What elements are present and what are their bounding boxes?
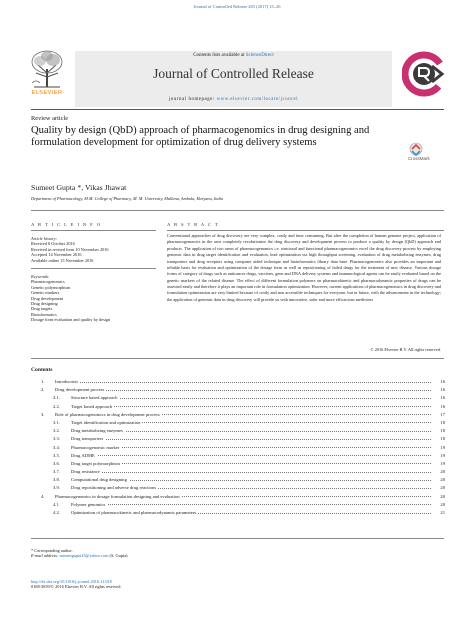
toc-leader-dots <box>71 504 431 505</box>
keyword-item: Bioinformatics <box>31 311 57 317</box>
toc-entry-label: Drug resistance <box>71 468 102 476</box>
toc-entry[interactable] <box>35 452 445 460</box>
toc-entry-label: Target identification and optimization <box>71 419 142 427</box>
toc-entry[interactable] <box>35 468 445 476</box>
toc-entry-label: Drug ADME <box>71 452 97 460</box>
toc-entry-page: 16 <box>440 379 445 384</box>
toc-entry-number: 2.2. <box>53 403 60 409</box>
footnote <box>31 548 281 559</box>
toc-leader-dots <box>71 398 431 399</box>
toc-entry-number: 3.6. <box>53 460 60 466</box>
toc-entry-page: 18 <box>440 419 445 425</box>
toc-entry[interactable] <box>35 444 445 452</box>
history-line: Accepted 14 November 2016 <box>31 252 82 258</box>
toc-leader-dots <box>71 472 431 473</box>
toc-leader-dots <box>55 382 431 383</box>
toc-entry-number: 3.9. <box>53 485 60 491</box>
keyword-item: Genetic polymorphism <box>31 284 71 290</box>
history-line: Article history: <box>31 236 58 241</box>
abstract-rule <box>167 230 444 231</box>
toc-entry-label: Pharmacogenomic marker <box>71 444 121 452</box>
toc-entry-label: Optimization of pharmacokinetic and pharmacodynamic parameters <box>71 509 198 517</box>
keyword-item: Pharmacogenomics <box>31 279 65 285</box>
toc-leader-dots <box>71 463 431 464</box>
toc-entry[interactable] <box>35 460 445 468</box>
toc-entry[interactable] <box>35 419 445 427</box>
keywords-label: Keywords: <box>31 274 50 279</box>
toc-entry-page: 20 <box>440 501 445 507</box>
toc-entry-page: 20 <box>440 485 445 491</box>
toc-entry[interactable] <box>35 394 445 402</box>
toc-entry-number: 4.1. <box>53 501 60 507</box>
toc-entry-number: 3.4. <box>53 444 60 450</box>
abstract-bottom-rule <box>31 358 444 359</box>
contents-prefix: Contents lists available at <box>193 53 246 58</box>
email-link[interactable]: sumeetgupta25@yahoo.com <box>59 553 109 559</box>
toc-entry-page: 19 <box>440 460 445 466</box>
sciencedirect-link[interactable]: ScienceDirect <box>245 53 274 58</box>
toc-entry-number: 4. <box>41 493 45 499</box>
toc-entry[interactable] <box>35 386 445 394</box>
toc-entry-page: 19 <box>440 444 445 450</box>
toc-entry-label: Polymer genomics <box>71 501 107 509</box>
abstract-copyright: © 2016 Elsevier B.V. All rights reserved. <box>370 347 441 352</box>
keywords-rule <box>31 268 156 269</box>
toc-entry-number: 3.3. <box>53 436 60 442</box>
toc-entry-number: 2. <box>41 387 45 393</box>
toc-leader-dots <box>71 439 431 440</box>
toc-entry-page: 17 <box>440 411 445 417</box>
journal-title: Journal of Controlled Release <box>153 66 314 81</box>
toc-entry-label: Introduction <box>55 378 80 386</box>
toc-entry-label: Drug repositioning and adverse drug reactions <box>71 484 158 492</box>
issn-line: 0168-3659/© 2016 Elsevier B.V. All rights reserved. <box>31 584 122 590</box>
toc-entry[interactable] <box>35 378 445 386</box>
toc-entry-page: 20 <box>440 469 445 475</box>
toc-entry[interactable] <box>35 476 445 484</box>
elsevier-tree-logo <box>28 47 66 89</box>
crossmark-badge[interactable] <box>408 141 440 163</box>
corresponding-author-note: * Corresponding author. <box>31 548 73 553</box>
article-history <box>31 236 156 263</box>
toc-entry-number: 3. <box>41 411 45 417</box>
toc-entry-number: 3.8. <box>53 477 60 483</box>
toc-entry-label: Target based approach <box>71 403 114 411</box>
toc-entry[interactable] <box>35 509 445 517</box>
history-line: Received 6 October 2016 <box>31 241 75 247</box>
authors: Sumeet Gupta *, Vikas Jhawat <box>31 183 127 192</box>
toc-entry-number: 3.2. <box>53 428 60 434</box>
toc-entry-number: 3.1. <box>53 419 60 425</box>
toc-entry-number: 3.7. <box>53 469 60 475</box>
toc-entry-label: Structure based approach <box>71 394 119 402</box>
article-type: Review article <box>31 115 69 122</box>
table-of-contents <box>35 378 445 517</box>
elsevier-logo-text: ELSEVIER <box>31 90 63 96</box>
toc-entry-label: Drug metabolizing enzymes <box>71 427 125 435</box>
jcr-journal-logo <box>402 46 446 106</box>
affiliation-divider <box>31 210 444 211</box>
keywords-list <box>31 274 156 323</box>
toc-entry-page: 16 <box>440 395 445 401</box>
toc-entry[interactable] <box>35 411 445 419</box>
toc-entry[interactable] <box>35 501 445 509</box>
journal-homepage-line <box>75 97 392 102</box>
toc-leader-dots <box>71 447 431 448</box>
homepage-link[interactable]: www.elsevier.com/locate/jconrel <box>216 97 299 102</box>
email-suffix: (S. Gupta). <box>108 553 129 559</box>
toc-entry-number: 2.1. <box>53 395 60 401</box>
email-line <box>31 553 281 558</box>
toc-entry-label: Drug target polymorphism <box>71 460 122 468</box>
toc-entry-number: 3.5. <box>53 452 60 458</box>
toc-leader-dots <box>55 390 431 391</box>
article-title: Quality by design (QbD) approach of pharmacogenomics in drug designing and formulation development for optimization of drug delivery systems <box>31 125 370 148</box>
doi-link[interactable]: http://dx.doi.org/10.1016/j.jconrel.2016.11.018 <box>31 579 112 584</box>
toc-entry-number: 4.2. <box>53 510 60 515</box>
toc-entry-page: 19 <box>440 452 445 458</box>
history-line: Received in revised form 10 November 2016 <box>31 246 109 252</box>
toc-entry-page: 16 <box>440 387 445 393</box>
keyword-item: Drug targets <box>31 306 53 312</box>
toc-leader-dots <box>71 431 431 432</box>
abstract-heading: A B S T R A C T <box>167 222 220 227</box>
toc-entry[interactable] <box>35 493 445 501</box>
toc-entry-page: 18 <box>440 428 445 434</box>
toc-entry-page: 18 <box>440 436 445 442</box>
toc-entry-page: 16 <box>440 403 445 409</box>
toc-entry-label: Computational drug designing <box>71 476 129 484</box>
keyword-item: Genetic markers <box>31 290 60 296</box>
contents-available-line <box>75 53 392 58</box>
header-divider <box>31 109 444 110</box>
toc-entry[interactable] <box>35 403 445 411</box>
keyword-item: Drug designing <box>31 301 58 307</box>
toc-entry[interactable] <box>35 435 445 443</box>
article-info-rule <box>31 230 156 231</box>
toc-leader-dots <box>71 406 431 407</box>
contents-title: Contents <box>31 367 53 373</box>
article-info-heading: A R T I C L E I N F O <box>31 222 102 227</box>
abstract-body: Conventional approaches of drug discovery are very complex, costly and time consuming. But after the completion of human genome project, application of pharmacogenomics in the area completely revolutionize the drug discovery and development process to produce a quality by design (QbD) approach end products. The application of two areas of pharmacogenomics i.e. structural and functional pharmacogenomics excel the drug discovery process by employing genomic data in drug target identification and evaluation, lead optimization via high throughput screening, evaluation of drug metabolizing enzymes, drug transporters and drug receptors using computer aided technique and bioinformatics library data base. Pharmacogenomics also provides an important and reliable basis for evaluation and optimization of the dosage form as well as repositioning of failed drugs for the treatment of new disease. Various dosage forms of category of drugs such as anticancer drugs, vaccines, gene and DNA delivery systems and immunological agents can be easily evaluated based on the genetic markers of the related disease. The effect of different formulation polymers on pharmacokinetic and pharmacodynamic properties of drugs can be assessed easily and therefore it plays an important role in formulation optimization. However, current applications of pharmacogenomics in drug discovery and formulation optimization are very limited because of costly and non accessible techniques for everyone, but in future, with the advancement in the technology; the application of genomic data in drug discovery will provide us with innovative, safer and more efficacious medicines <box>167 233 441 302</box>
crossmark-label: CrossMark <box>408 156 430 161</box>
history-line: Available online 15 November 2016 <box>31 257 94 263</box>
toc-entry[interactable] <box>35 427 445 435</box>
toc-entry-label: Drug transporters <box>71 435 105 443</box>
keyword-item: Dosage form evaluation and quality by design <box>31 317 111 323</box>
contents-bottom-rule <box>31 538 444 539</box>
toc-entry-label: Drug development process <box>55 386 106 394</box>
homepage-prefix: journal homepage: <box>168 97 217 102</box>
affiliation: Department of Pharmacology, M.M. College of Pharmacy, M. M. University, Mullana, Ambala, Haryana, India <box>31 196 223 201</box>
toc-entry-page: 20 <box>440 477 445 483</box>
toc-entry-label: Pharmacogenomics in dosage formulation designing and evaluation <box>55 493 182 501</box>
toc-entry-number: 1. <box>41 379 45 384</box>
toc-entry-page: 21 <box>440 510 445 515</box>
toc-entry[interactable] <box>35 484 445 492</box>
email-prefix: E-mail address: <box>31 553 60 559</box>
top-citation[interactable]: Journal of Controlled Release 265 (2017) 15–26 <box>193 4 281 9</box>
page-footer <box>31 579 281 590</box>
keyword-item: Drug development <box>31 295 64 301</box>
toc-entry-label: Role of pharmacogenomics in drug development process <box>55 411 162 419</box>
toc-leader-dots <box>71 455 431 456</box>
toc-entry-page: 20 <box>440 493 445 499</box>
